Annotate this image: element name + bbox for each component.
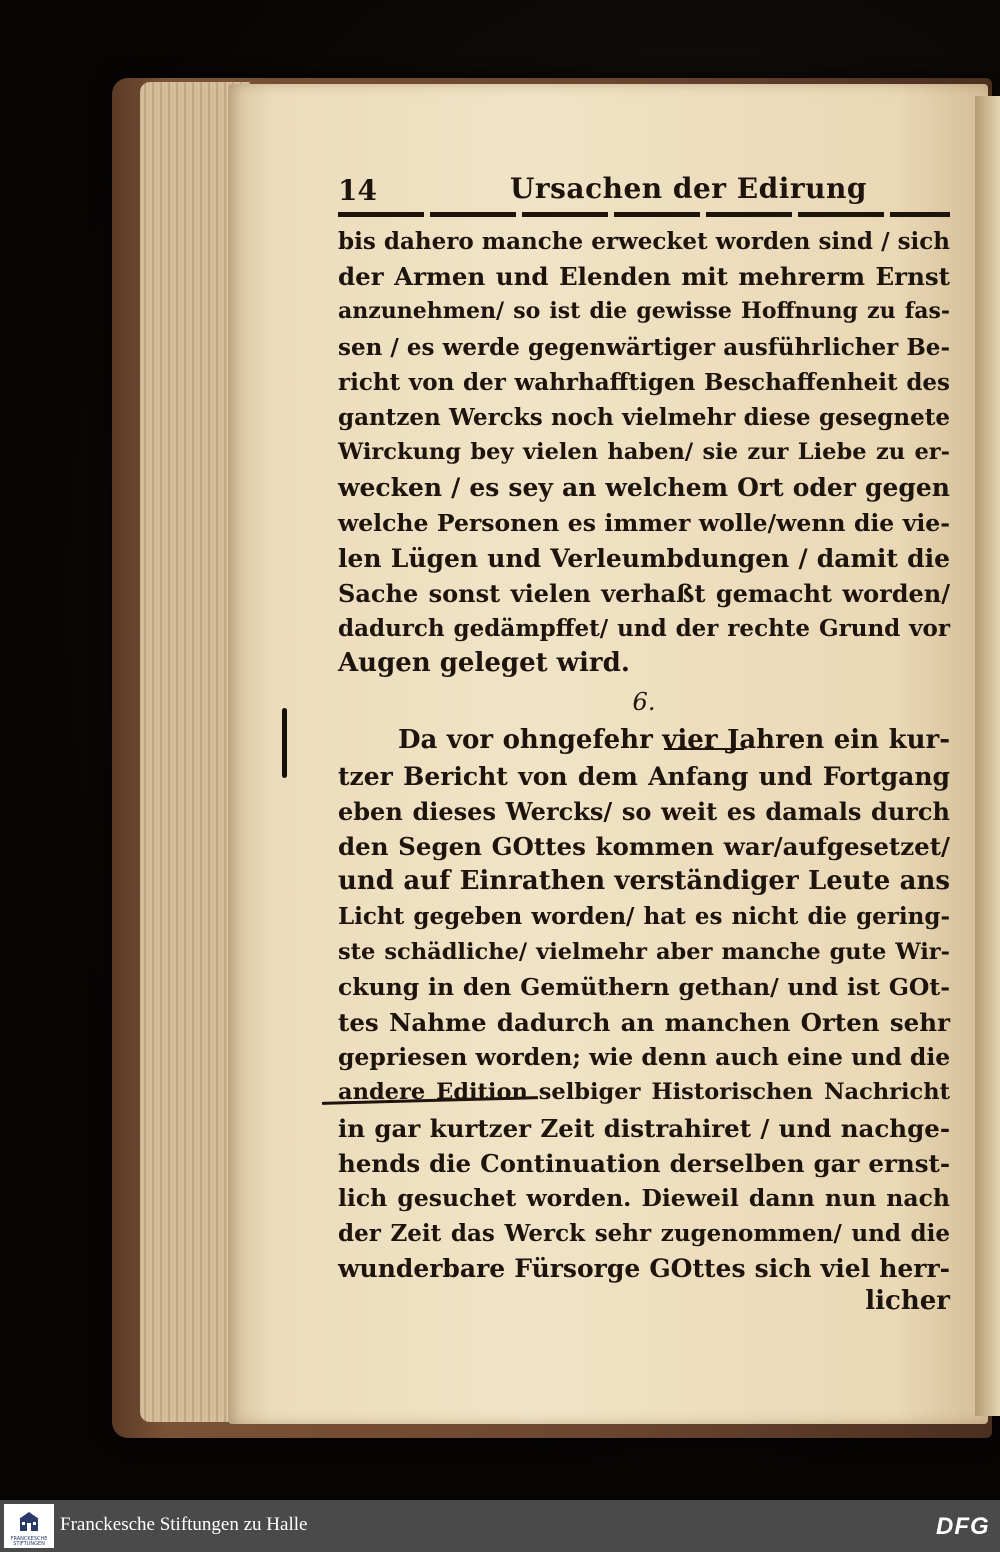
text-line: anzunehmen/ so ist die gewisse Hoffnung zu fas-	[338, 298, 950, 325]
text-line: eben dieses Wercks/ so weit es damals durch	[338, 796, 950, 826]
margin-pencil-mark	[282, 708, 287, 778]
text-line: welche Personen es immer wolle/wenn die vie-	[338, 508, 950, 537]
text-line: gepriesen worden; wie denn auch eine und die	[338, 1043, 951, 1072]
running-head: Ursachen der Edirung	[510, 172, 867, 205]
text-line: Da vor ohngefehr vier Jahren ein kur-	[398, 725, 950, 756]
text-line: der Armen und Elenden mit mehrerm Ernst	[338, 262, 950, 292]
text-line: lich gesuchet worden. Dieweil dann nun nach	[338, 1183, 950, 1212]
section-number: 6.	[632, 688, 656, 717]
text-line: wunderbare Fürsorge GOttes sich viel herr-	[338, 1254, 950, 1284]
text-line: andere Edition selbiger Historischen Nachricht	[338, 1079, 950, 1106]
text-line: in gar kurtzer Zeit distrahiret / und nachge-	[338, 1113, 950, 1143]
text-line: der Zeit das Werck sehr zugenommen/ und die	[338, 1220, 950, 1248]
text-line: ckung in den Gemüthern gethan/ und ist GOt-	[338, 972, 950, 1001]
logo-text: FRANCKESCHE STIFTUNGEN	[10, 1536, 48, 1547]
text-line: hends die Continuation derselben gar ernst-	[338, 1148, 950, 1178]
page-number: 14	[338, 174, 377, 207]
institution-name[interactable]: Franckesche Stiftungen zu Halle	[60, 1514, 308, 1535]
paragraph	[338, 723, 950, 1286]
text-line: Sache sonst vielen verhaßt gemacht worden/	[338, 578, 950, 608]
viewer-footer	[0, 1500, 1000, 1552]
text-line: sen / es werde gegenwärtiger ausführlicher Be-	[338, 333, 950, 361]
dfg-logo[interactable]: DFG	[936, 1513, 990, 1540]
text-line: tes Nahme dadurch an manchen Orten sehr	[338, 1007, 950, 1037]
text-line: bis dahero manche erwecket worden sind / sich	[338, 228, 950, 255]
body-text	[338, 224, 950, 1286]
text-line: ste schädliche/ vielmehr aber manche gute Wir-	[338, 938, 950, 965]
paragraph	[338, 224, 950, 681]
text-line: richt von der wahrhafftigen Beschaffenheit des	[338, 368, 950, 396]
building-icon	[18, 1510, 40, 1532]
text-line: und auf Einrathen verständiger Leute ans	[338, 866, 950, 897]
text-line: tzer Bericht von dem Anfang und Fortgang	[338, 761, 950, 791]
text-line: den Segen GOttes kommen war/aufgesetzet/	[338, 832, 950, 861]
page-header	[338, 172, 950, 216]
text-line: Augen geleget wird.	[338, 648, 630, 679]
book-gutter	[975, 96, 1000, 1416]
header-rule	[338, 212, 950, 217]
text-line: Licht gegeben worden/ hat es nicht die gering-	[338, 903, 950, 931]
text-line: Wirckung bey vielen haben/ sie zur Liebe zu er-	[338, 439, 950, 466]
text-line: gantzen Wercks noch vielmehr diese gesegnete	[338, 403, 950, 431]
catchword: licher	[865, 1286, 950, 1316]
text-line: wecken / es sey an welchem Ort oder gegen	[338, 473, 950, 503]
institution-logo[interactable]	[4, 1504, 54, 1548]
text-line: len Lügen und Verleumbdungen / damit die	[338, 543, 950, 573]
text-line: dadurch gedämpffet/ und der rechte Grund vor	[338, 615, 950, 643]
